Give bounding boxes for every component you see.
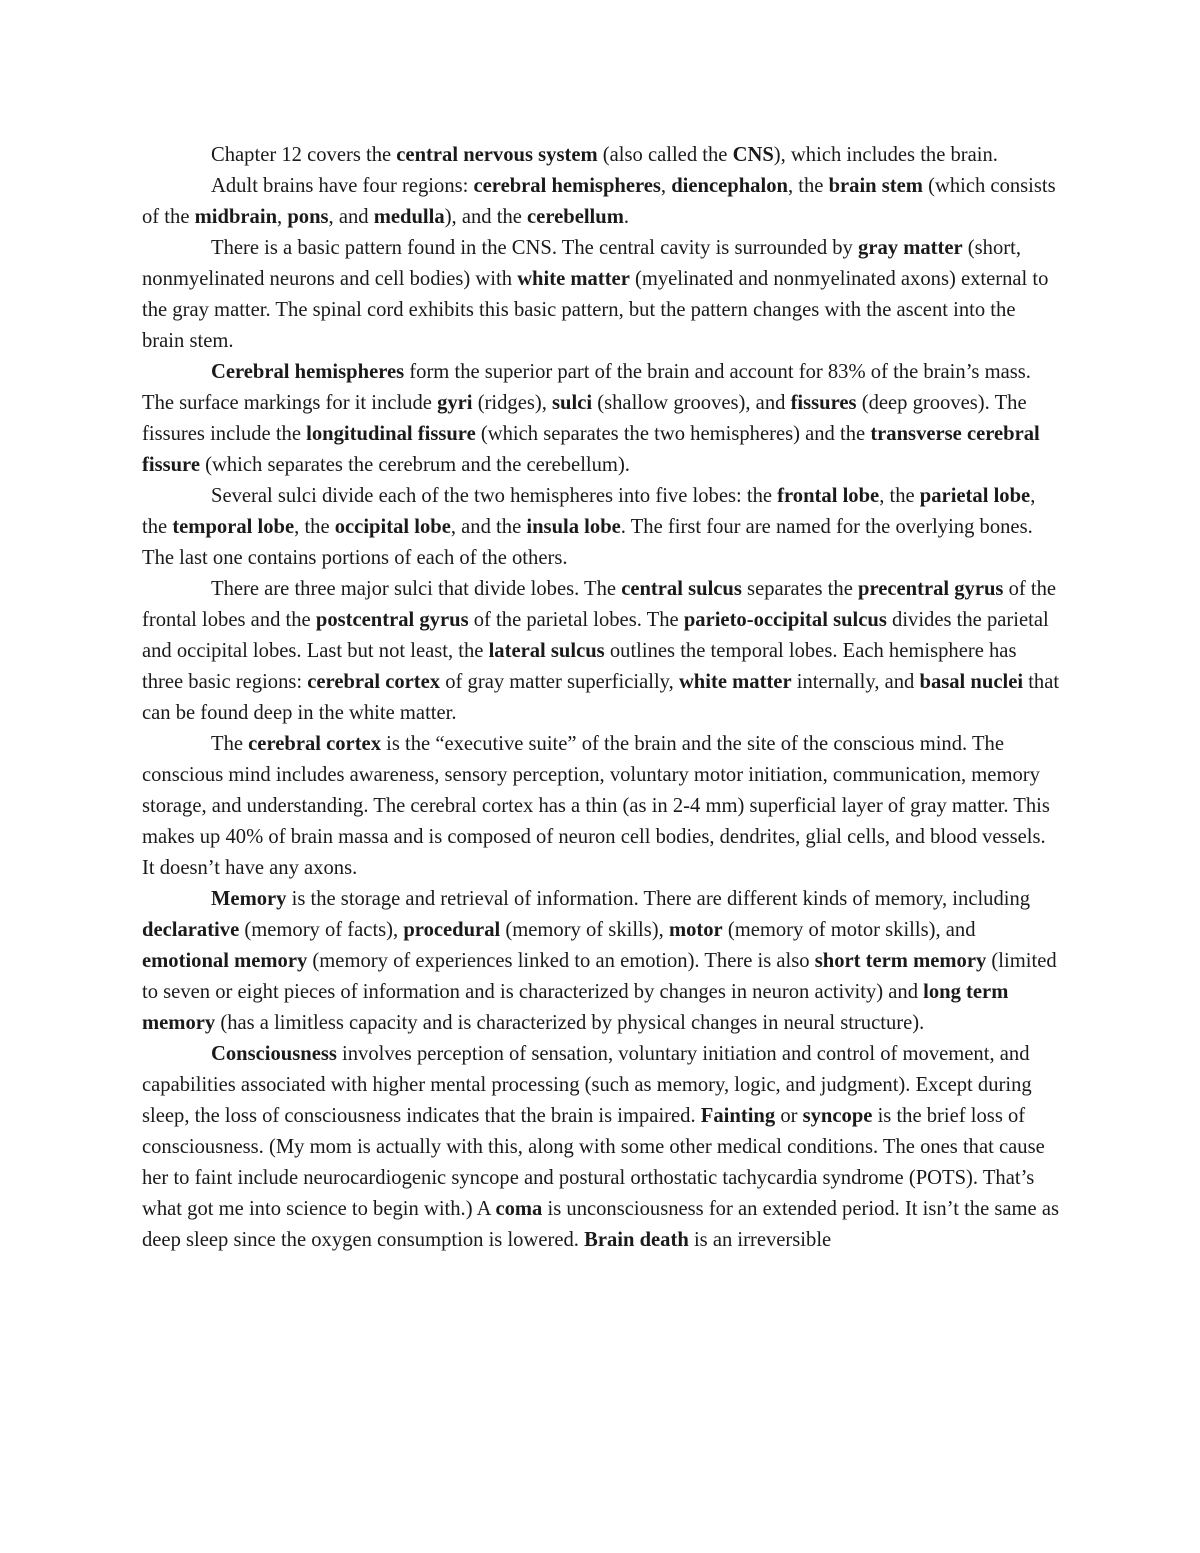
text-run: form the superior part of the brain and account for 83% of the brain’s mass. The surface markings for it include (142, 361, 1031, 414)
bold-term: temporal lobe (172, 516, 295, 538)
bold-term: short term memory (814, 950, 987, 972)
bold-term: Fainting (700, 1105, 776, 1127)
paragraph (142, 481, 1062, 574)
text-run: Several sulci divide each of the two hemispheres into five lobes: the (211, 485, 778, 507)
bold-term: brain stem (828, 175, 923, 197)
bold-term: gray matter (858, 237, 963, 259)
text-run: (memory of experiences linked to an emotion). There is also (307, 950, 815, 972)
text-run: is the “executive suite” of the brain and the site of the conscious mind. The conscious mind includes awareness, sensory perception, voluntary motor initiation, communication, memory storage, and understanding. The cerebral cortex has a thin (as in 2-4 mm) superficial layer of gray matter. This makes up 40% of brain massa and is composed of neuron cell bodies, dendrites, glial cells, and blood vessels. It doesn’t have any axons. (142, 733, 1050, 879)
text-run: is unconsciousness for an extended period. It isn’t the same as deep sleep since the oxygen consumption is lowered. (142, 1198, 1059, 1251)
text-run: (limited to seven or eight pieces of information and is characterized by changes in neuron activity) and (142, 950, 1057, 1003)
paragraph (142, 171, 1062, 233)
bold-term: parieto-occipital sulcus (683, 609, 887, 631)
text-run: The (211, 733, 249, 755)
bold-term: transverse cerebral fissure (142, 423, 1040, 476)
bold-term: central sulcus (621, 578, 742, 600)
text-run: or (775, 1105, 803, 1127)
bold-term: occipital lobe (334, 516, 451, 538)
text-run: separates the (741, 578, 858, 600)
bold-term: insula lobe (526, 516, 621, 538)
bold-term: sulci (552, 392, 593, 414)
bold-term: white matter (678, 671, 792, 693)
bold-term: central nervous system (396, 144, 598, 166)
text-run: ), and the (444, 206, 528, 228)
text-run: . (623, 206, 630, 228)
text-run: is an irreversible (688, 1229, 832, 1251)
text-run: Adult brains have four regions: (211, 175, 474, 197)
text-run: , the (787, 175, 829, 197)
text-run: There are three major sulci that divide lobes. The (211, 578, 622, 600)
bold-term: diencephalon (671, 175, 788, 197)
paragraph (142, 140, 1062, 171)
bold-term: emotional memory (142, 950, 308, 972)
bold-term: syncope (802, 1105, 873, 1127)
bold-term: precentral gyrus (857, 578, 1004, 600)
document-body (142, 140, 1062, 1256)
bold-term: cerebellum (527, 206, 624, 228)
bold-term: cerebral cortex (307, 671, 441, 693)
text-run: divides the parietal and occipital lobes. Last but not least, the (142, 609, 1049, 662)
bold-term: frontal lobe (777, 485, 880, 507)
paragraph (142, 1039, 1062, 1256)
text-run: (ridges), (472, 392, 553, 414)
bold-term: motor (668, 919, 723, 941)
text-run: Chapter 12 covers the (211, 144, 397, 166)
text-run: (memory of skills), (500, 919, 669, 941)
bold-term: Consciousness (211, 1043, 337, 1065)
paragraph (142, 357, 1062, 481)
text-run: (which separates the two hemispheres) and the (475, 423, 871, 445)
text-run: (myelinated and nonmyelinated axons) external to the gray matter. The spinal cord exhibits this basic pattern, but the pattern changes with the ascent into the brain stem. (142, 268, 1049, 352)
bold-term: long term memory (142, 981, 1009, 1034)
bold-term: cerebral cortex (248, 733, 381, 755)
bold-term: CNS (732, 144, 774, 166)
text-run: , the (142, 485, 1036, 538)
bold-term: white matter (517, 268, 630, 290)
bold-term: coma (495, 1198, 543, 1220)
bold-term: gyri (437, 392, 473, 414)
bold-term: fissures (790, 392, 857, 414)
text-run: of the frontal lobes and the (142, 578, 1057, 631)
text-run: (memory of facts), (239, 919, 404, 941)
text-run: outlines the temporal lobes. Each hemisphere has three basic regions: (142, 640, 1017, 693)
bold-term: pons (287, 206, 329, 228)
bold-term: longitudinal fissure (306, 423, 476, 445)
text-run: (has a limitless capacity and is characterized by physical changes in neural structure). (215, 1012, 925, 1034)
bold-term: lateral sulcus (488, 640, 605, 662)
text-run: (which separates the cerebrum and the cerebellum). (199, 454, 630, 476)
bold-term: medulla (373, 206, 445, 228)
text-run: , the (879, 485, 920, 507)
text-run: , and the (450, 516, 527, 538)
text-run: . The first four are named for the overlying bones. The last one contains portions of each of the others. (142, 516, 1033, 569)
bold-term: Cerebral hemispheres (211, 361, 405, 383)
text-run: , the (294, 516, 335, 538)
text-run: (which consists of the (142, 175, 1056, 228)
text-run: (short, nonmyelinated neurons and cell bodies) with (142, 237, 1021, 290)
text-run: is the storage and retrieval of information. There are different kinds of memory, including (286, 888, 1031, 910)
bold-term: midbrain (194, 206, 278, 228)
paragraph (142, 233, 1062, 357)
text-run: ), which includes the brain. (773, 144, 998, 166)
text-run: , (277, 206, 288, 228)
text-run: (memory of motor skills), and (722, 919, 976, 941)
text-run: involves perception of sensation, voluntary initiation and control of movement, and capabilities associated with higher mental processing (such as memory, logic, and judgment). Except during sleep, the loss of consciousness indicates that the brain is impaired. (142, 1043, 1032, 1127)
bold-term: Memory (211, 888, 287, 910)
text-run: (shallow grooves), and (592, 392, 791, 414)
bold-term: cerebral hemispheres (473, 175, 661, 197)
bold-term: basal nuclei (919, 671, 1024, 693)
text-run: internally, and (791, 671, 920, 693)
bold-term: postcentral gyrus (315, 609, 469, 631)
paragraph (142, 729, 1062, 884)
text-run: , and (328, 206, 374, 228)
text-run: , (660, 175, 672, 197)
paragraph (142, 884, 1062, 1039)
text-run: (deep grooves). The fissures include the (142, 392, 1027, 445)
text-run: is the brief loss of consciousness. (My mom is actually with this, along with some other medical conditions. The ones that cause her to faint include neurocardiogenic syncope and postural orthostatic tachycardia syndrome (POTS). That’s what got me into science to begin with.) A (142, 1105, 1045, 1220)
text-run: of gray matter superficially, (440, 671, 679, 693)
bold-term: parietal lobe (919, 485, 1031, 507)
text-run: (also called the (597, 144, 733, 166)
text-run: of the parietal lobes. The (468, 609, 684, 631)
text-run: that can be found deep in the white matter. (142, 671, 1060, 724)
bold-term: declarative (142, 919, 240, 941)
text-run: There is a basic pattern found in the CNS. The central cavity is surrounded by (211, 237, 859, 259)
bold-term: Brain death (584, 1229, 689, 1251)
paragraph (142, 574, 1062, 729)
bold-term: procedural (403, 919, 501, 941)
